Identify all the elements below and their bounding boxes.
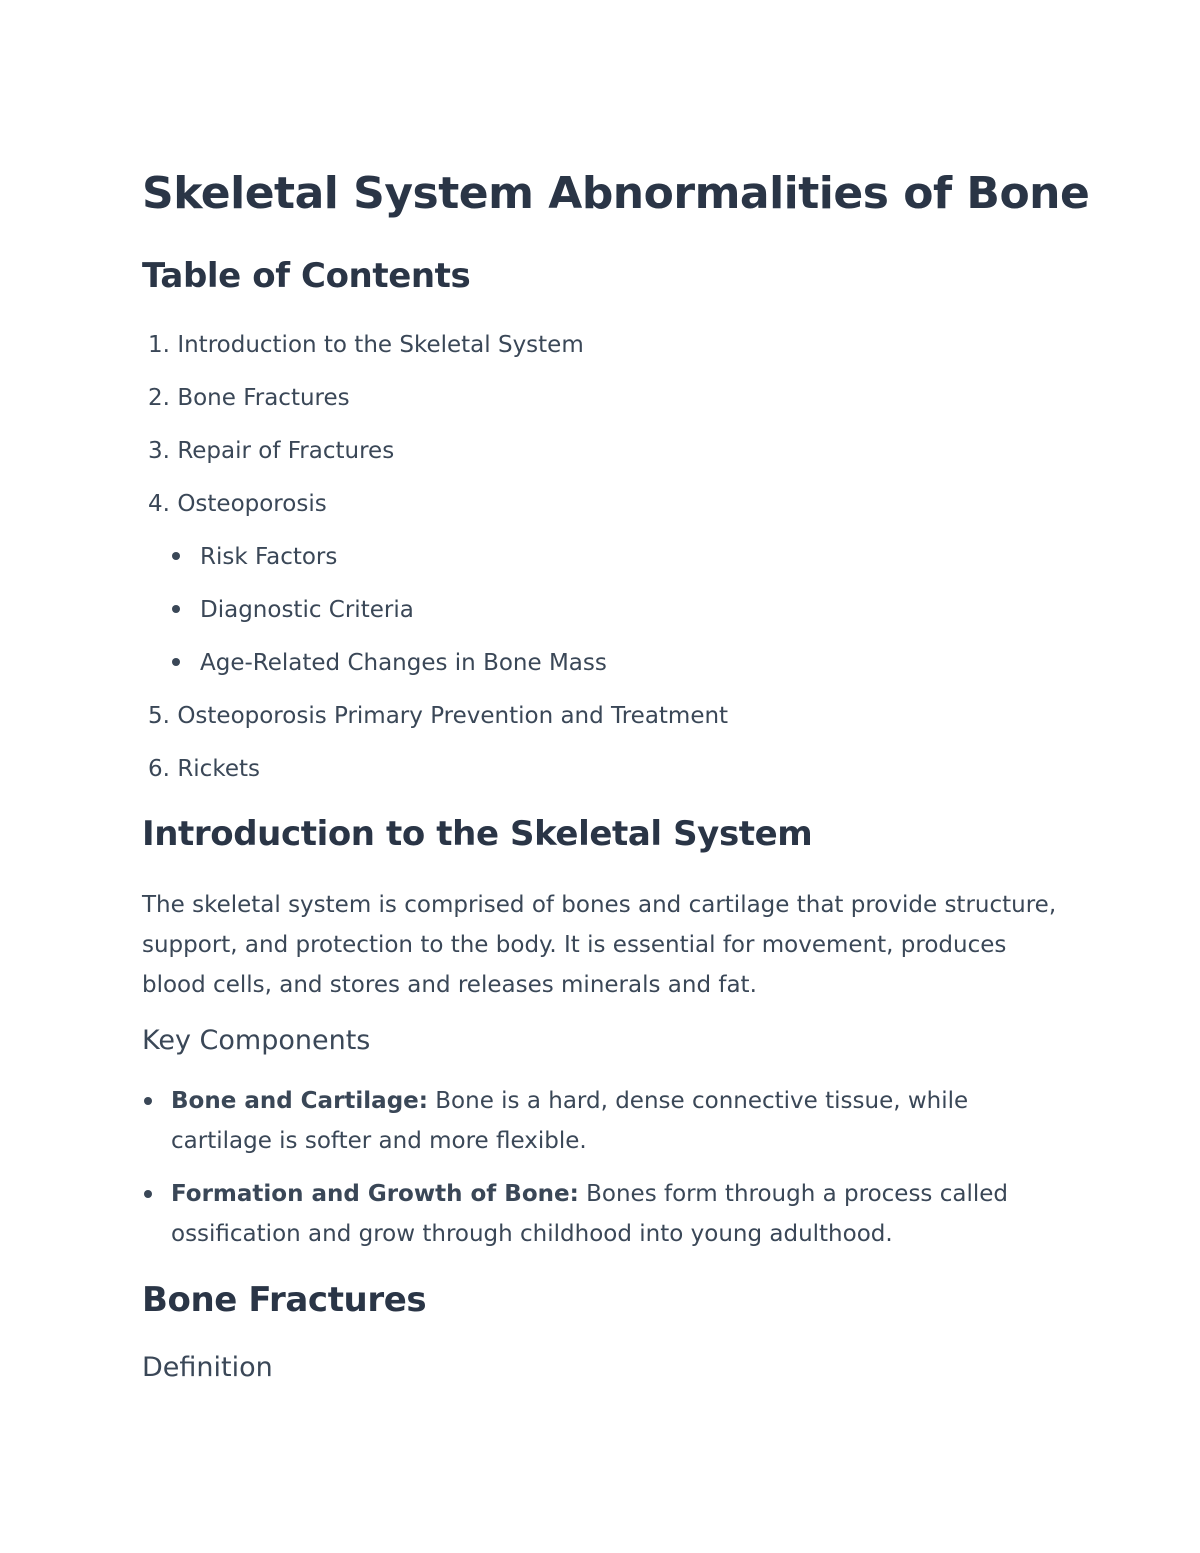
toc-item-prevention-treatment[interactable] (142, 701, 728, 731)
toc-item-repair-of-fractures[interactable] (142, 436, 394, 466)
section-heading-bone-fractures: Bone Fractures (142, 1280, 427, 1320)
bullet-icon (144, 1190, 152, 1198)
key-component-text: Bone is a hard, dense connective tissue, while cartilage is softer and more flexible. (171, 1088, 969, 1154)
toc-item-number: 1. (148, 332, 170, 358)
toc-item-label: Rickets (177, 756, 260, 782)
toc-item-number: 3. (148, 438, 170, 464)
toc-subitem-age-related-changes[interactable] (172, 648, 607, 678)
toc-subitem-risk-factors[interactable] (172, 542, 337, 572)
key-component-term: Bone and Cartilage: (171, 1088, 428, 1114)
key-component-term: Formation and Growth of Bone: (171, 1181, 579, 1207)
toc-item-bone-fractures[interactable] (142, 383, 350, 413)
toc-item-number: 6. (148, 756, 170, 782)
toc-item-number: 2. (148, 385, 170, 411)
bullet-icon (144, 1097, 152, 1105)
toc-item-number: 4. (148, 491, 170, 517)
toc-subitem-label: Diagnostic Criteria (200, 597, 414, 623)
toc-item-rickets[interactable] (142, 754, 260, 784)
toc-item-introduction[interactable] (142, 330, 584, 360)
bullet-icon (172, 658, 180, 666)
toc-subitem-label: Risk Factors (200, 544, 338, 570)
bullet-icon (172, 552, 180, 560)
toc-item-label: Introduction to the Skeletal System (177, 332, 584, 358)
section-heading-introduction: Introduction to the Skeletal System (142, 814, 813, 854)
toc-subitem-diagnostic-criteria[interactable] (172, 595, 414, 625)
key-components-heading: Key Components (142, 1025, 371, 1056)
key-component-item (142, 1174, 1042, 1254)
toc-item-label: Osteoporosis (177, 491, 327, 517)
key-component-text: Bones form through a process called ossification and grow through childhood into young adulthood. (171, 1181, 1008, 1247)
intro-paragraph: The skeletal system is comprised of bones and cartilage that provide structure, support, and protection to the body. It is essential for movement, produces blood cells, and stores and releases minerals and fat. (142, 892, 1057, 998)
key-component-item (142, 1081, 1042, 1161)
toc-item-number: 5. (148, 703, 170, 729)
bullet-icon (172, 605, 180, 613)
document-title: Skeletal System Abnormalities of Bone (142, 168, 1090, 219)
toc-item-label: Repair of Fractures (177, 438, 395, 464)
toc-heading: Table of Contents (142, 256, 471, 296)
definition-heading: Definition (142, 1352, 273, 1383)
toc-subitem-label: Age-Related Changes in Bone Mass (200, 650, 607, 676)
toc-item-label: Osteoporosis Primary Prevention and Treatment (177, 703, 729, 729)
toc-item-label: Bone Fractures (177, 385, 350, 411)
toc-item-osteoporosis[interactable] (142, 489, 327, 519)
